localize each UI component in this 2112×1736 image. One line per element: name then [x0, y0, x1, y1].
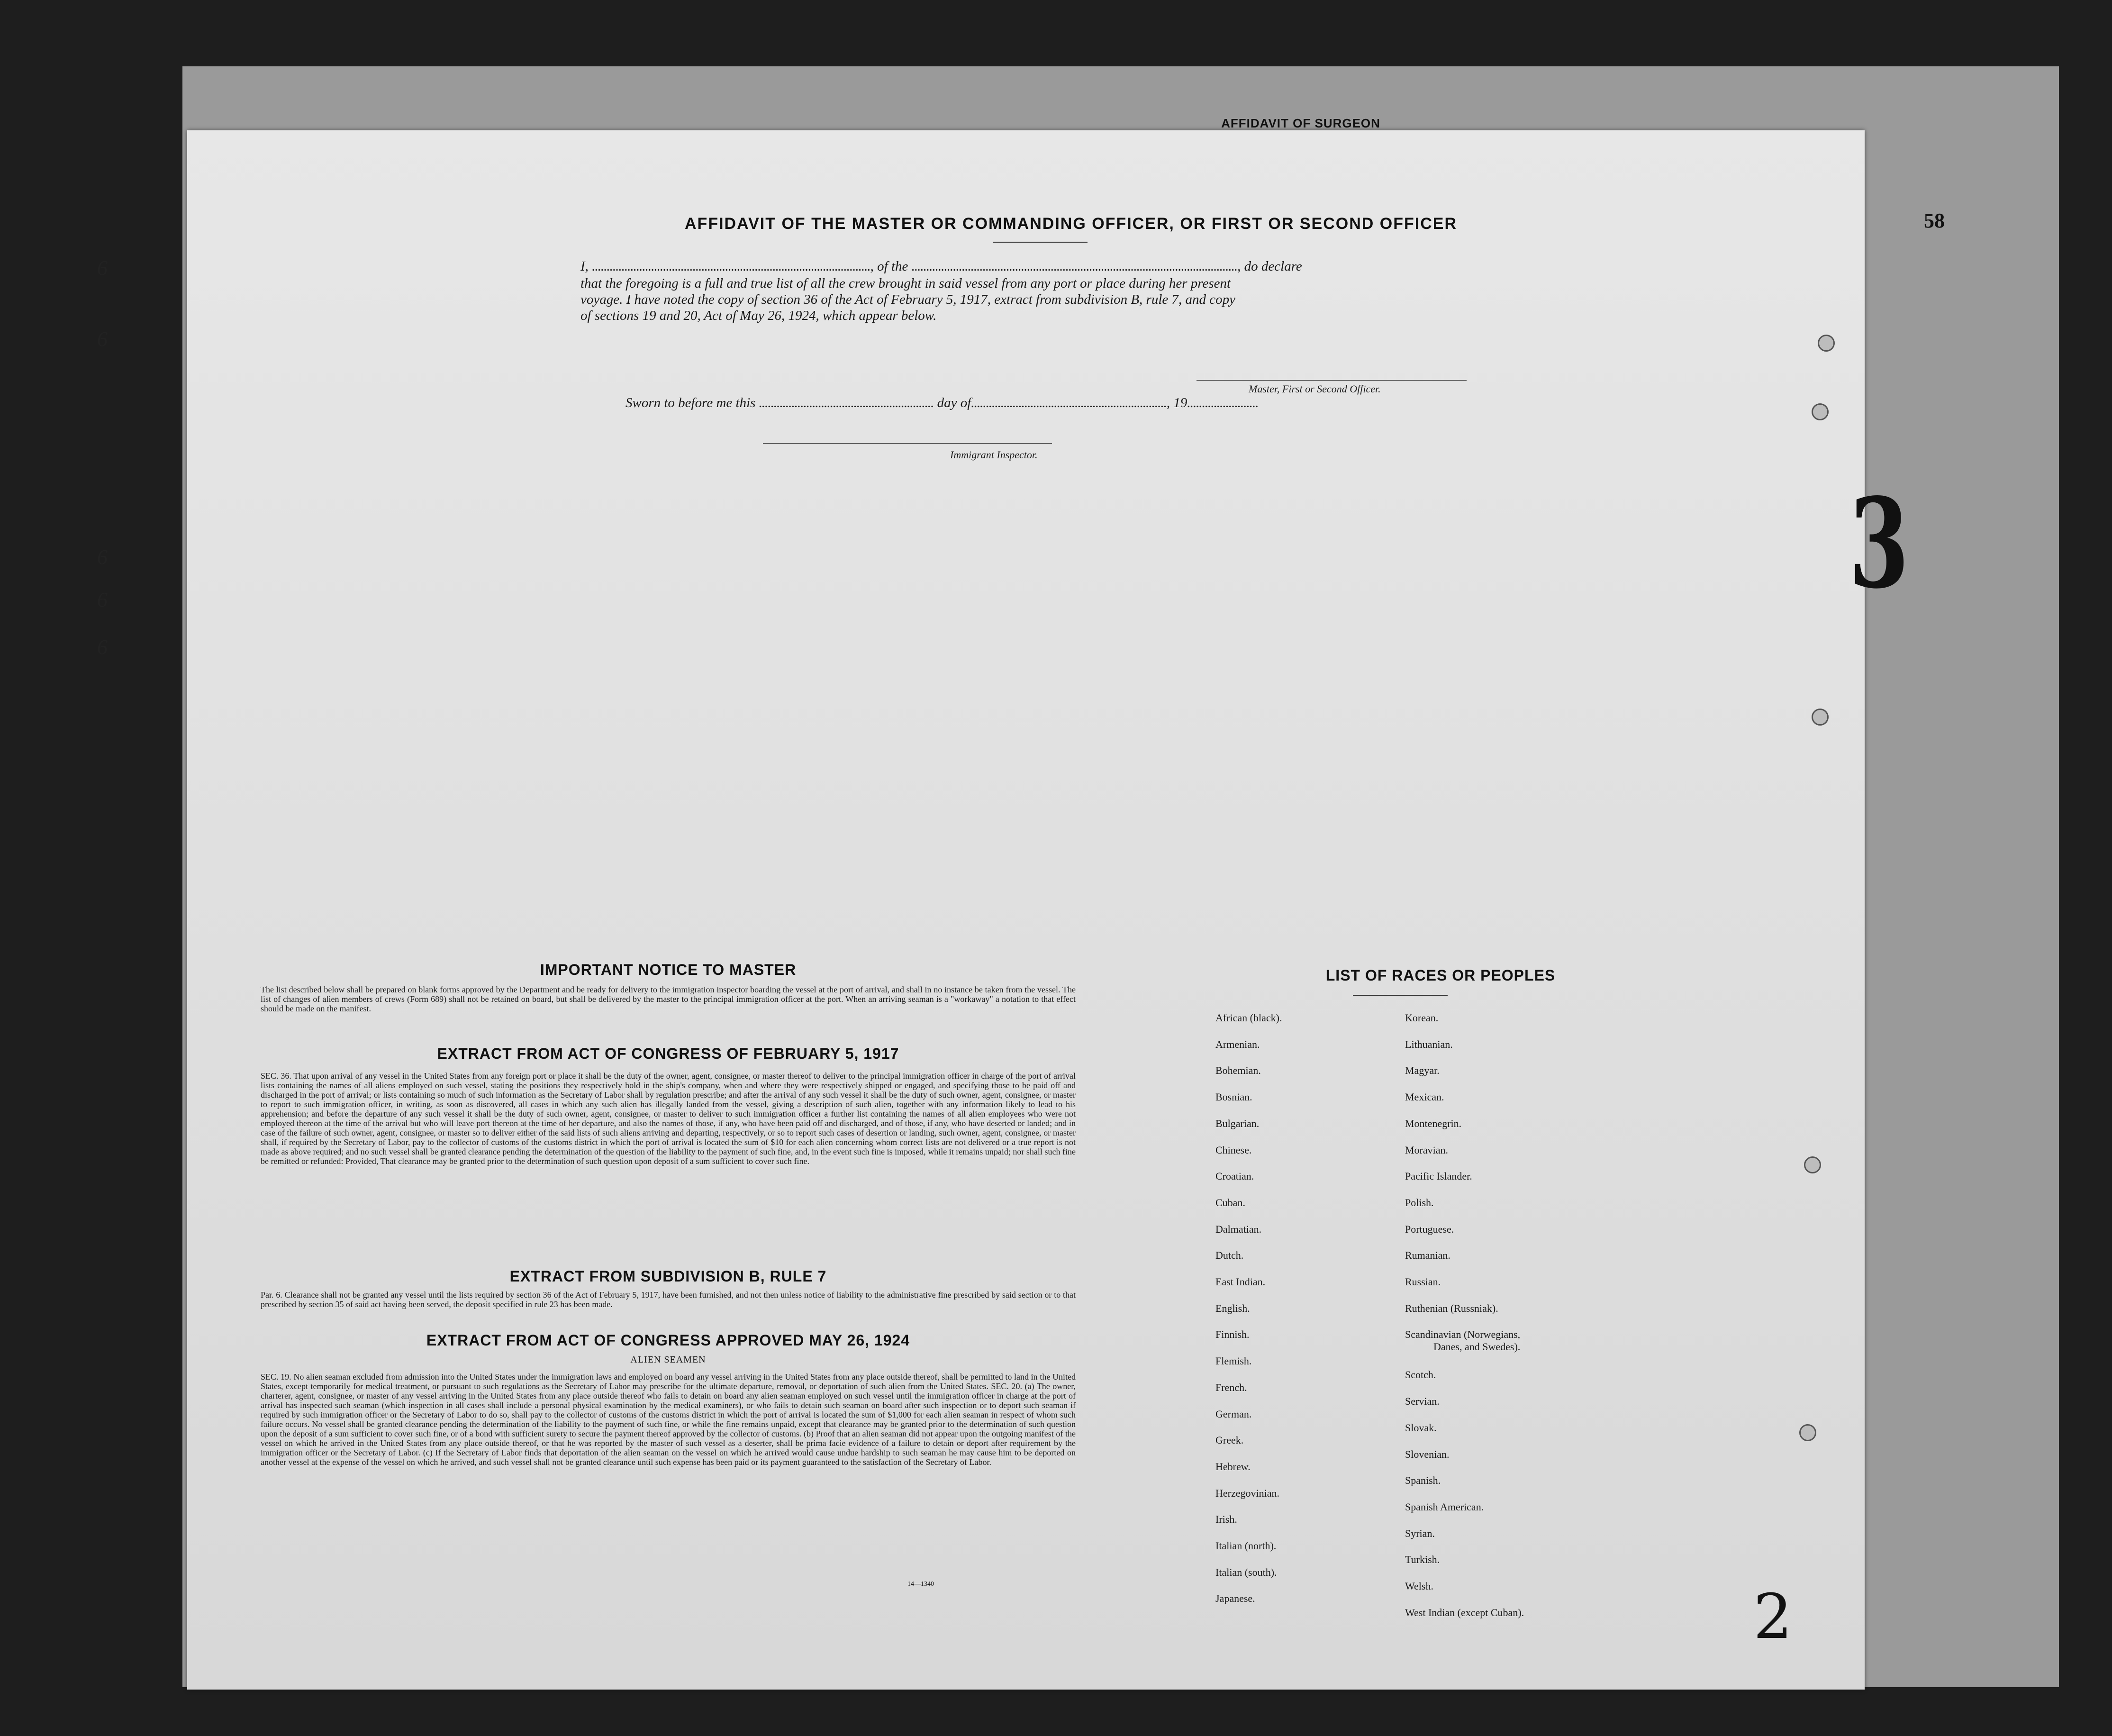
- back-sheet-header: AFFIDAVIT OF SURGEON: [1221, 116, 1380, 130]
- race-item: Bohemian.: [1215, 1064, 1261, 1077]
- race-item: Italian (north).: [1215, 1540, 1277, 1552]
- race-item: Pacific Islander.: [1405, 1170, 1472, 1182]
- race-item: Spanish.: [1405, 1474, 1441, 1487]
- race-item: Polish.: [1405, 1196, 1434, 1209]
- race-item: French.: [1215, 1381, 1247, 1393]
- race-item: Slovak.: [1405, 1421, 1437, 1434]
- races-title: LIST OF RACES OR PEOPLES: [1325, 967, 1556, 984]
- margin-mark: 6: [97, 256, 108, 280]
- race-item: Portuguese.: [1405, 1223, 1454, 1235]
- race-item: Dutch.: [1215, 1249, 1244, 1262]
- declaration-line-4: of sections 19 and 20, Act of May 26, 1924, which appear below.: [580, 308, 937, 323]
- rule7-body: Par. 6. Clearance shall not be granted any vessel until the lists required by section 36 of the Act of February 5, 1917, have been furnished, and not then unless notice of liability to the administrative fine prescribed by said section or to that prescribed by section 35 of said act having been served, the deposit specified in rule 23 has been made.: [261, 1290, 1076, 1309]
- signature-label: Master, First or Second Officer.: [1249, 383, 1381, 395]
- race-item: Herzegovinian.: [1215, 1487, 1279, 1499]
- race-item: Irish.: [1215, 1513, 1237, 1526]
- race-item: Moravian.: [1405, 1144, 1449, 1156]
- race-item: Finnish.: [1215, 1328, 1250, 1341]
- signature-line: [1196, 380, 1467, 381]
- declaration-line-2: that the foregoing is a full and true list of all the crew brought in said vessel from any port or place during her present: [580, 276, 1231, 291]
- affidavit-title: AFFIDAVIT OF THE MASTER OR COMMANDING OFFICER, OR FIRST OR SECOND OFFICER: [685, 215, 1457, 233]
- race-item: Lithuanian.: [1405, 1038, 1453, 1050]
- race-item: Servian.: [1405, 1395, 1440, 1408]
- margin-mark: 6: [97, 545, 108, 569]
- race-item: Magyar.: [1405, 1064, 1440, 1077]
- race-item: Danes, and Swedes).: [1433, 1341, 1521, 1353]
- race-item: Bulgarian.: [1215, 1117, 1260, 1129]
- race-item: Slovenian.: [1405, 1448, 1450, 1460]
- extract-1917-title: EXTRACT FROM ACT OF CONGRESS OF FEBRUARY 5, 1917: [437, 1045, 899, 1062]
- page-number: 58: [1924, 209, 1945, 232]
- race-item: Scandinavian (Norwegians,: [1405, 1328, 1521, 1341]
- race-item: Chinese.: [1215, 1144, 1252, 1156]
- punch-hole: [1812, 403, 1829, 420]
- race-item: Turkish.: [1405, 1554, 1440, 1566]
- race-item: Ruthenian (Russniak).: [1405, 1302, 1498, 1314]
- race-item: Armenian.: [1215, 1038, 1260, 1050]
- title-rule: [993, 242, 1088, 243]
- punch-hole: [1799, 1424, 1816, 1441]
- margin-mark: 6: [97, 588, 108, 611]
- sworn-line: Sworn to before me this ........................................................... day of.................................................................., 19........................: [625, 395, 1259, 410]
- race-item: Welsh.: [1405, 1580, 1433, 1592]
- race-item: Croatian.: [1215, 1170, 1254, 1182]
- race-item: Dalmatian.: [1215, 1223, 1262, 1235]
- inspector-signature-line: [763, 443, 1052, 444]
- declaration-line-3: voyage. I have noted the copy of section 36 of the Act of February 5, 1917, extract from subdivision B, rule 7, and copy: [580, 292, 1236, 307]
- inspector-label: Immigrant Inspector.: [950, 449, 1038, 461]
- manifest-page: [187, 130, 1909, 1690]
- handwritten-mark: 3: [1849, 472, 1909, 616]
- races-title-rule: [1353, 995, 1448, 996]
- race-item: Bosnian.: [1215, 1091, 1252, 1103]
- margin-mark: 6: [97, 636, 108, 659]
- punch-hole: [1818, 335, 1835, 352]
- race-item: Rumanian.: [1405, 1249, 1450, 1262]
- race-item: Japanese.: [1215, 1592, 1255, 1605]
- notice-body: The list described below shall be prepared on blank forms approved by the Department and be ready for delivery to the immigration inspector boarding the vessel at the port of arrival, and shall in no instance be taken from the vessel. The list of changes of alien members of crews (Form 689) shall not be retained on board, but shall be delivered by the master to the principal immigration officer at the port. When an arriving seaman is a "workaway" a notation to that effect should be made on the manifest.: [261, 985, 1076, 1013]
- declaration-line-1: I, .............................................................................................., of the .............................................................................................................., do declare: [580, 259, 1302, 274]
- extract-1924-title: EXTRACT FROM ACT OF CONGRESS APPROVED MAY 26, 1924: [426, 1332, 910, 1349]
- race-item: Korean.: [1405, 1012, 1439, 1024]
- handwritten-mark: 2: [1753, 1581, 1793, 1653]
- race-item: Russian.: [1405, 1276, 1441, 1288]
- race-item: Greek.: [1215, 1434, 1244, 1446]
- race-item: German.: [1215, 1408, 1252, 1420]
- extract-1917-body: SEC. 36. That upon arrival of any vessel in the United States from any foreign port or place it shall be the duty of the owner, agent, consignee, or master thereof to deliver to the principal immigration officer in charge of the port of arrival lists containing the names of all aliens employed on such vessel, stating the positions they respectively hold in the ship's company, when and where they were respectively shipped or engaged, and specifying those to be paid off and discharged in the port of arrival; or lists containing so much of such information as the Secretary of Labor shall by regulation prescribe; and after the arrival of any such vessel it shall be the duty of such owner, agent, consignee, or master to report to such immigration officer, in writing, as soon as discovered, all cases in which any such alien has illegally landed from the vessel, giving a description of such alien, together with any information likely to lead to his apprehension; and before the departure of any such vessel it shall be the duty of such owner, agent, consignee, or master to deliver to such immigration officer a further list containing the names of all alien employees who were not employed thereon at the time of the arrival but who will leave port thereon at the time of her departure, and also the names of those, if any, who have been paid off and discharged, and of those, if any, who have deserted or landed; and in case of the failure of such owner, agent, consignee, or master so to deliver either of the said lists of such aliens arriving and departing, respectively, or so to report such cases of desertion or landing, such owner, agent, consignee, or master shall, if required by the Secretary of Labor, pay to the collector of customs of the customs district in which the port of arrival is located the sum of $10 for each alien concerning whom correct lists are not delivered or a true report is not made as above required; and no such vessel shall be granted clearance pending the determination of the question of the liability to the payment of such fine, and, in the event such fine is imposed, while it remains unpaid; nor shall such fine be remitted or refunded: Provided, That clearance may be granted prior to the determination of such question upon deposit of a sum sufficient to cover such fine.: [261, 1071, 1076, 1166]
- extract-1924-subtitle: ALIEN SEAMEN: [630, 1354, 706, 1365]
- race-item: Syrian.: [1405, 1527, 1435, 1539]
- race-item: Flemish.: [1215, 1355, 1252, 1367]
- race-item: Cuban.: [1215, 1196, 1245, 1209]
- form-number: 14—1340: [907, 1581, 934, 1588]
- race-item: West Indian (except Cuban).: [1405, 1606, 1524, 1618]
- margin-mark: 6: [97, 327, 108, 351]
- punch-hole: [1812, 709, 1829, 726]
- race-item: Hebrew.: [1215, 1460, 1251, 1472]
- punch-hole: [1804, 1156, 1821, 1173]
- rule7-title: EXTRACT FROM SUBDIVISION B, RULE 7: [509, 1268, 827, 1285]
- extract-1924-body: SEC. 19. No alien seaman excluded from admission into the United States under the immigration laws and employed on board any vessel arriving in the United States from any place outside thereof, shall be permitted to land in the United States, except temporarily for medical treatment, or pursuant to such regulations as the Secretary of Labor may prescribe for the ultimate departure, removal, or deportation of such alien from the United States. SEC. 20. (a) The owner, charterer, agent, consignee, or master of any vessel arriving in the United States from any place outside thereof who fails to detain on board any alien seaman employed on such vessel until the immigration officer in charge at the port of arrival has inspected such seaman (which inspection in all cases shall include a personal physical examination by the medical examiners), or who fails to detain such seaman on board after such inspection or to deport such seaman if required by such immigration officer or the Secretary of Labor to do so, shall pay to the collector of customs of the customs district in which the port of arrival is located the sum of $1,000 for each alien seaman in respect of whom such failure occurs. No vessel shall be granted clearance pending the determination of the liability to the payment of such fine, or while the fine remains unpaid, except that clearance may be granted prior to the determination of such question upon the deposit of a sum sufficient to cover such fine, or of a bond with sufficient surety to secure the payment thereof approved by the collector of customs. (b) Proof that an alien seaman did not appear upon the outgoing manifest of the vessel on which he arrived in the United States from any place outside thereof, or that he was reported by the master of such vessel as a deserter, shall be prima facie evidence of a failure to detain or deport after requirement by the immigration officer or the Secretary of Labor. (c) If the Secretary of Labor finds that deportation of the alien seaman on the vessel on which he arrived would cause undue hardship to such seaman he may cause him to be deported on another vessel at the expense of the vessel on which he arrived, and such vessel shall not be granted clearance until such expense has been paid or its payment guaranteed to the satisfaction of the Secretary of Labor.: [261, 1372, 1076, 1467]
- race-item: East Indian.: [1215, 1276, 1266, 1288]
- race-item: Montenegrin.: [1405, 1117, 1462, 1129]
- race-item: English.: [1215, 1302, 1250, 1314]
- race-item: African (black).: [1215, 1012, 1282, 1024]
- race-item: Spanish American.: [1405, 1500, 1484, 1513]
- race-item: Scotch.: [1405, 1369, 1436, 1381]
- race-item: Mexican.: [1405, 1091, 1444, 1103]
- race-item: Italian (south).: [1215, 1566, 1277, 1578]
- notice-title: IMPORTANT NOTICE TO MASTER: [540, 961, 797, 978]
